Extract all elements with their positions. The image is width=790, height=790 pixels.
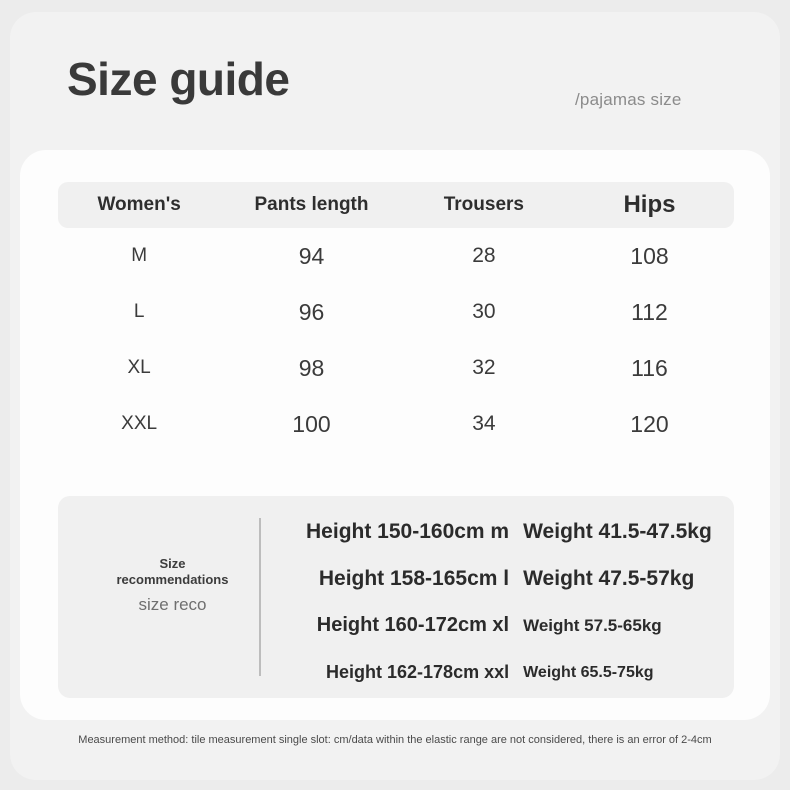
table-row <box>58 396 734 452</box>
cell-pants-length: 96 <box>298 298 325 325</box>
column-header-trousers: Trousers <box>443 194 524 215</box>
table-header-row <box>58 182 734 228</box>
recommendation-height: Height 158-165cm l <box>318 566 510 590</box>
table-row <box>58 228 734 284</box>
recommendations-label-line2: recommendations <box>116 572 229 587</box>
recommendations-list <box>270 508 722 696</box>
size-guide-card <box>10 12 780 780</box>
table-row <box>58 284 734 340</box>
recommendation-weight: Weight 47.5-57kg <box>523 566 695 590</box>
recommendation-weight: Weight 57.5-65kg <box>523 615 662 635</box>
cell-trousers: 30 <box>472 300 496 323</box>
cell-size: XL <box>127 357 151 378</box>
recommendation-weight: Weight 65.5-75kg <box>523 663 654 681</box>
cell-hips: 108 <box>630 242 669 269</box>
list-item <box>270 602 722 649</box>
list-item <box>270 649 722 696</box>
cell-hips: 116 <box>631 354 668 381</box>
cell-pants-length: 98 <box>298 354 325 381</box>
recommendation-height: Height 162-178cm xxl <box>326 662 510 682</box>
table-row <box>58 340 734 396</box>
cell-trousers: 28 <box>472 244 496 267</box>
cell-trousers: 32 <box>472 356 496 379</box>
list-item <box>270 555 722 602</box>
recommendation-height: Height 150-160cm m <box>306 519 510 543</box>
content-panel <box>20 150 770 720</box>
page-subtitle: /pajamas size <box>575 90 682 109</box>
vertical-divider <box>259 518 261 676</box>
size-table <box>58 182 734 452</box>
size-recommendations-box <box>58 496 734 698</box>
column-header-womens: Women's <box>97 194 181 215</box>
column-header-pants-length: Pants length <box>254 194 369 215</box>
cell-hips: 112 <box>631 298 668 325</box>
cell-size: XXL <box>121 413 158 434</box>
cell-pants-length: 94 <box>298 242 325 269</box>
header <box>10 12 780 142</box>
list-item <box>270 508 722 555</box>
recommendation-weight: Weight 41.5-47.5kg <box>523 519 712 543</box>
cell-size: L <box>133 301 145 322</box>
page-title: Size guide <box>67 53 290 105</box>
cell-hips: 120 <box>630 410 669 437</box>
recommendations-label <box>80 556 265 615</box>
column-header-hips: Hips <box>623 191 676 218</box>
recommendations-label-line1: Size <box>159 556 186 571</box>
recommendations-label-sub: size reco <box>138 595 207 614</box>
measurement-note: Measurement method: tile measurement single slot: cm/data within the elastic range are not considered, there is an error of 2-4cm <box>78 734 712 746</box>
cell-size: M <box>131 245 148 266</box>
recommendation-height: Height 160-172cm xl <box>316 614 510 636</box>
cell-trousers: 34 <box>472 412 496 435</box>
cell-pants-length: 100 <box>292 410 331 437</box>
